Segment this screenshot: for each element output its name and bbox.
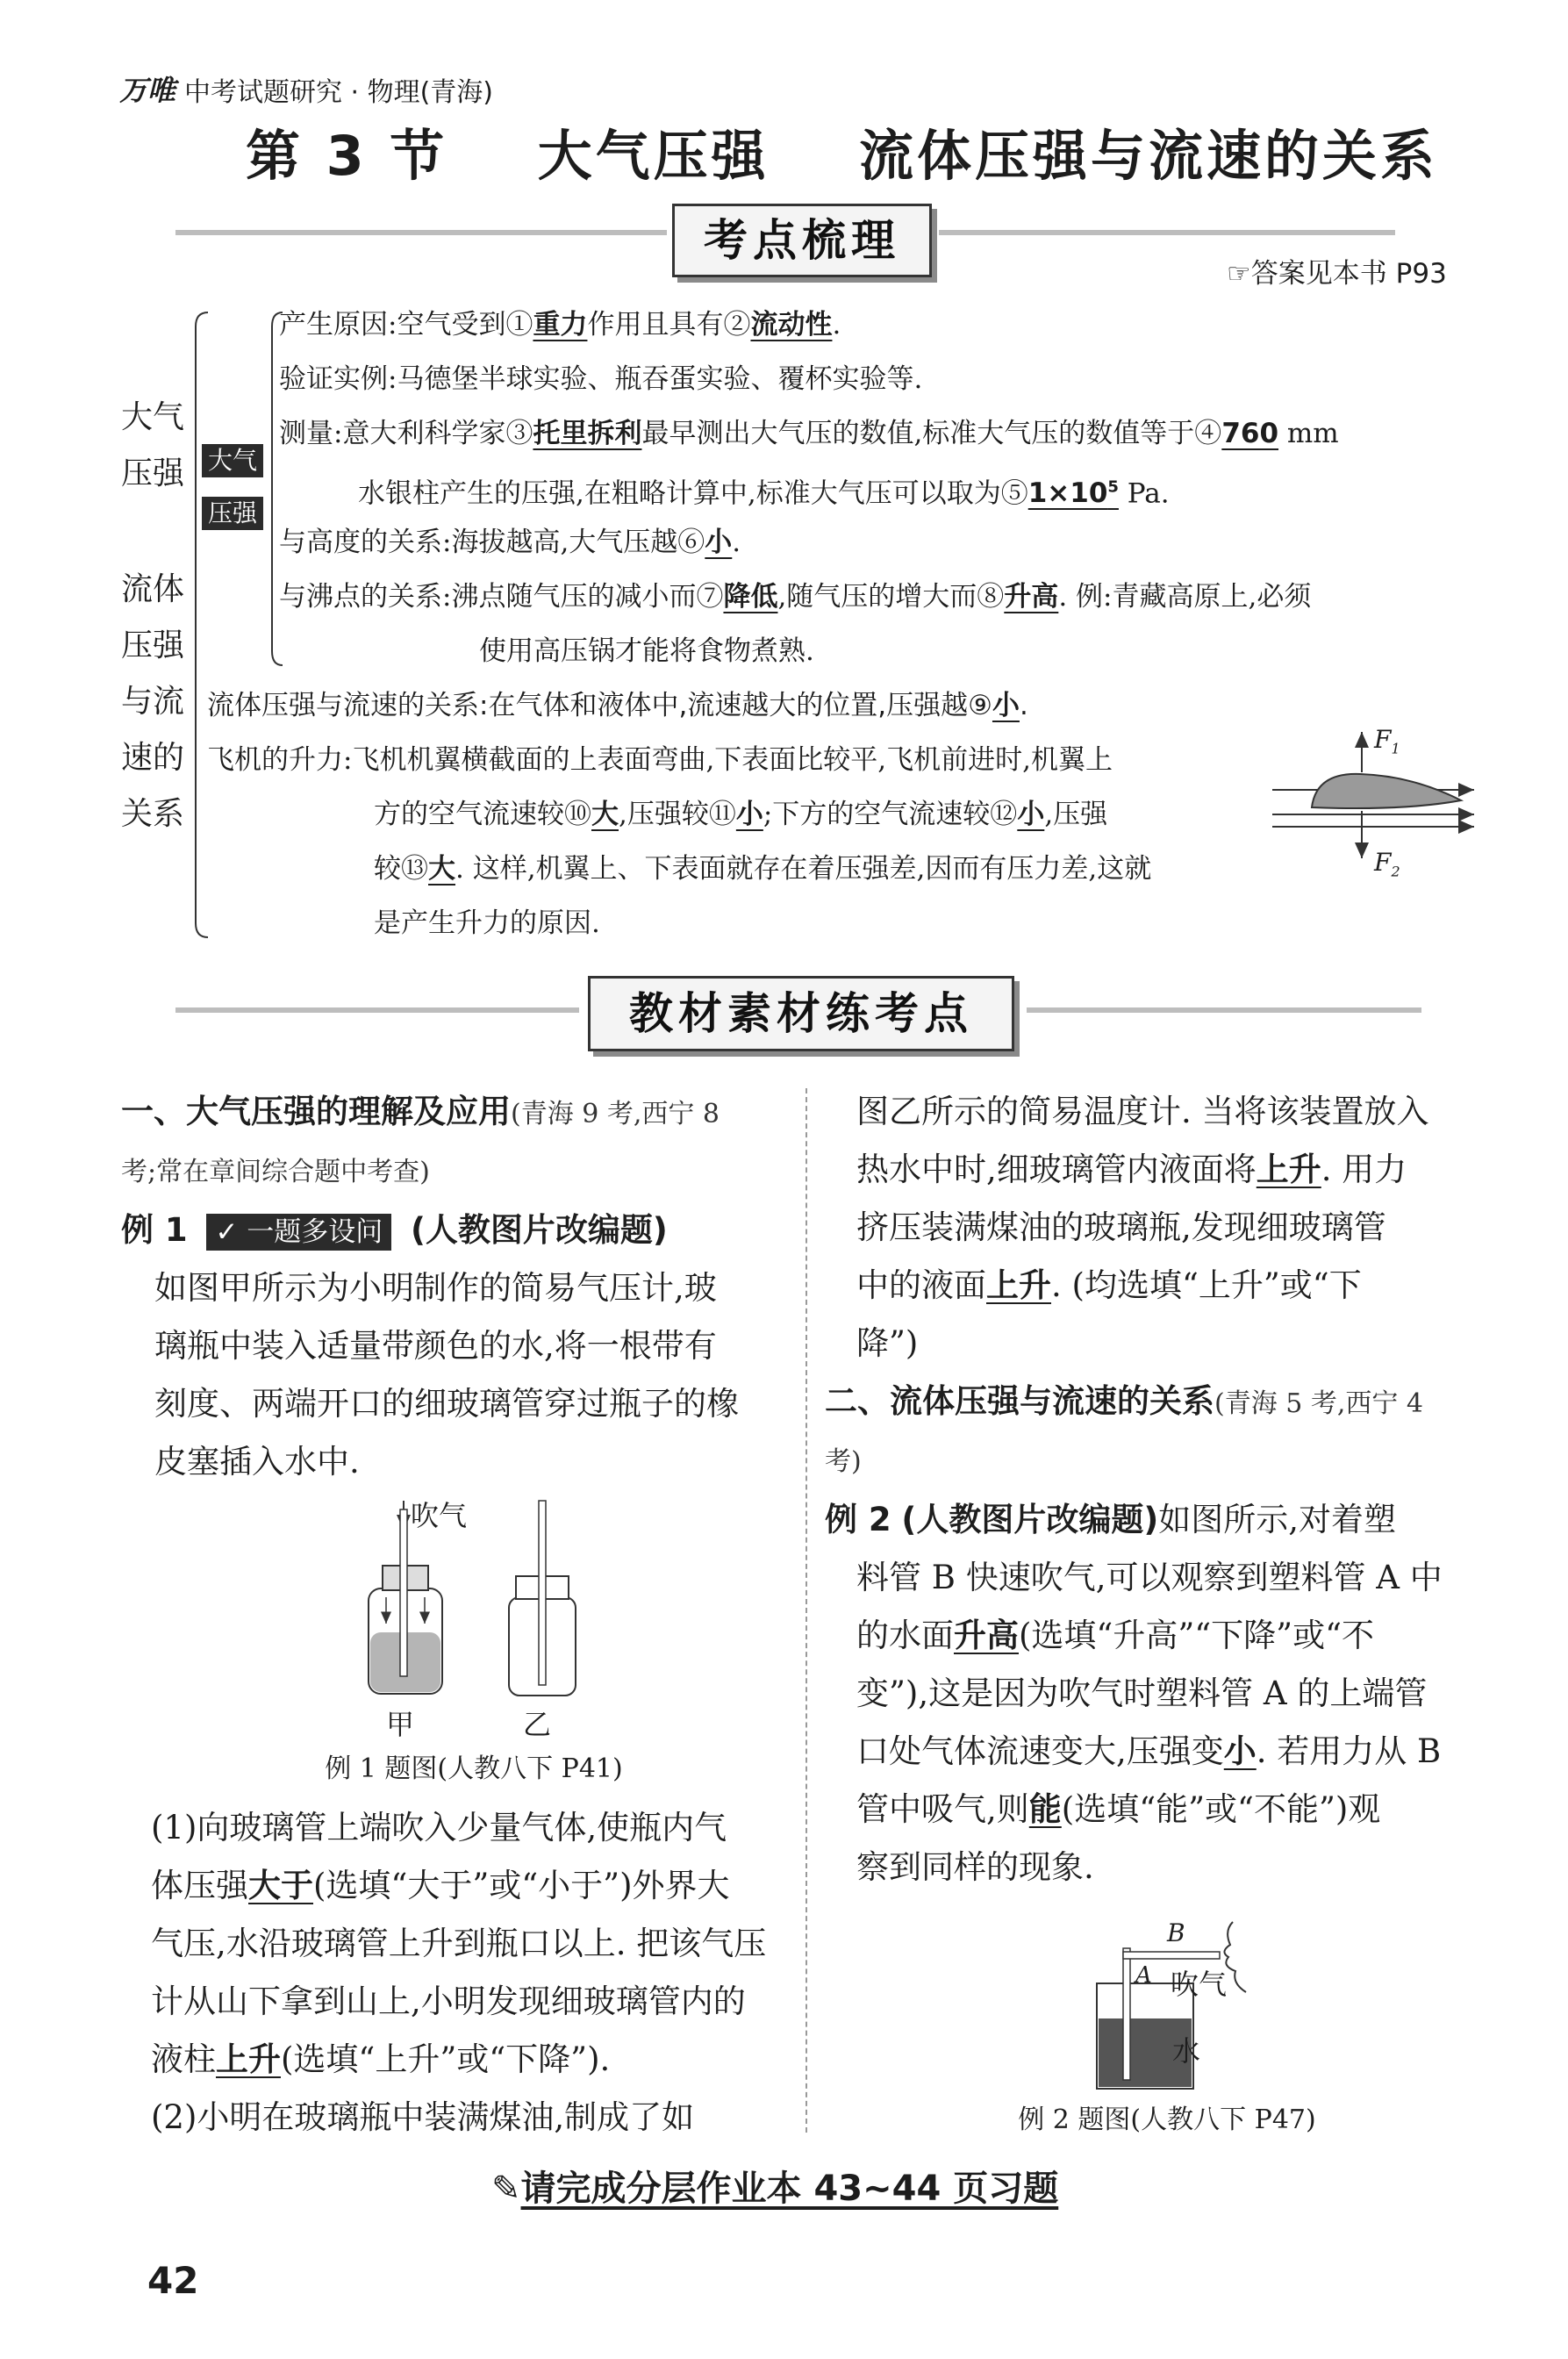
answer-11: 小: [735, 799, 763, 830]
banner2-rule-left: [175, 1007, 579, 1013]
q2-block: 二、流体压强与流速的关系(青海 5 考,西宁 4 考) 例 2 (人教图片改编题)如图所示,对着塑 料管 B 快速吹气,可以观察到塑料管 A 中 的水面升高(选填“升高”“下降”或“不 变”),这是因为吹气时塑料管 A 的上端管 口处气体流速变大,压强变小. 若用力从 B 管中吸气,则能(选填“能”或“不能”)观 察到同样的现象.: [825, 1382, 1443, 1886]
left-column-parts: (1)向玻璃管上端吹入少量气体,使瓶内气 体压强大于(选填“大于”或“小于”)外界大 气压,水沿玻璃管上升到瓶口以上. 把该气压 计从山下拿到山上,小明发现细玻璃管内的 液柱上升(选填“上升”或“下降”). (2)小明在玻璃瓶中装满煤油,制成了如: [151, 1809, 767, 2136]
lift-line-1: 飞机的升力:飞机机翼横截面的上表面弯曲,下表面比较平,飞机前进时,机翼上: [207, 744, 1113, 776]
right-column: 图乙所示的简易温度计. 当将该装置放入 热水中时,细玻璃管内液面将上升. 用力 挤压装满煤油的玻璃瓶,发现细玻璃管 中的液面上升. (均选填“上升”或“下 降”): [856, 1093, 1429, 1362]
fig1-blow-label: 吹气: [411, 1499, 468, 1532]
fluid-relation-line: 流体压强与流速的关系:在气体和液体中,流速越大的位置,压强越⑨小.: [207, 690, 1028, 721]
left-column: 一、大气压强的理解及应用(青海 9 考,西宁 8 考;常在章间综合题中考查) 例 1 ✓ 一题多设问 (人教图片改编题) 如图甲所示为小明制作的简易气压计,玻 璃瓶中装入适量带颜色的水,将一根带有 刻度、两端开口的细玻璃管穿过瓶子的橡 皮塞插入水中.: [121, 1083, 788, 1491]
lift-line-4: 是产生升力的原因.: [374, 907, 600, 939]
q1-note: 考;常在章间综合题中考查): [121, 1157, 430, 1187]
ex1-body-2: 璃瓶中装入适量带颜色的水,将一根带有: [154, 1327, 717, 1365]
page-number: 42: [147, 2259, 199, 2302]
answer-4: 760: [1221, 418, 1279, 449]
answer-xiao: 小: [1223, 1732, 1257, 1770]
fig1-caption: 例 1 题图(人教八下 P41): [325, 1753, 623, 1784]
cause-line: 产生原因:空气受到①重力作用且具有②流动性.: [279, 309, 841, 341]
section-banner-kaodian: 考点梳理: [672, 204, 932, 277]
tag-daqi: 大气: [202, 444, 263, 477]
fig2-a-label: A: [1135, 1962, 1152, 1989]
q1-heading: 一、大气压强的理解及应用: [121, 1093, 511, 1130]
force-f1-label: $F_1$: [1374, 725, 1400, 757]
label-daqi-1: 大气: [120, 399, 184, 435]
banner-rule-left: [175, 230, 667, 235]
boiling-line-2: 使用高压锅才能将食物煮熟.: [479, 635, 814, 667]
label-liuti-2: 压强: [120, 627, 184, 663]
answer-9: 小: [992, 690, 1020, 721]
lift-line-3: 较⑬大. 这样,机翼上、下表面就存在着压强差,因而有压力差,这就: [374, 853, 1152, 885]
example-1-label: 例 1: [121, 1211, 188, 1249]
measure-line-2: 水银柱产生的压强,在粗略计算中,标准大气压可以取为$⑤1\times 10^5$ Pa.: [358, 477, 1170, 510]
ex1-body-4: 皮塞插入水中.: [154, 1443, 360, 1481]
label-liuti-3: 与流: [120, 684, 184, 720]
homework-reminder: ✎请完成分层作业本 43~44 页习题: [491, 2169, 1059, 2209]
answer-daiyu: 大于: [248, 1867, 313, 1904]
fig2-b-label: B: [1167, 1918, 1185, 1947]
answer-shangsheng-2: 上升: [1256, 1151, 1321, 1188]
answer-10: 大: [591, 799, 619, 830]
answer-1: 重力: [533, 309, 588, 341]
fig1-jia-label: 甲: [386, 1708, 415, 1741]
example-2-label: 例 2: [825, 1501, 891, 1538]
answer-shangsheng-3: 上升: [986, 1266, 1051, 1304]
column-divider: [805, 1088, 807, 2133]
header-subtitle: 中考试题研究 · 物理(青海): [184, 77, 494, 108]
ex1-body-1: 如图甲所示为小明制作的简易气压计,玻: [154, 1269, 717, 1307]
q2-heading: 二、流体压强与流速的关系: [825, 1382, 1214, 1420]
lift-line-2: 方的空气流速较⑩大,压强较⑪小;下方的空气流速较⑫小,压强: [374, 799, 1108, 830]
fig2-caption: 例 2 题图(人教八下 P47): [1018, 2104, 1316, 2135]
label-liuti-5: 关系: [120, 796, 184, 832]
label-daqi-2: 压强: [120, 455, 184, 491]
answer-13: 大: [428, 853, 455, 885]
answer-reference: ☞答案见本书 P93: [1227, 258, 1447, 290]
examples-line: 验证实例:马德堡半球实验、瓶吞蛋实验、覆杯实验等.: [279, 363, 923, 395]
answer-12: 小: [1017, 799, 1045, 830]
answer-neng: 能: [1028, 1790, 1062, 1828]
brand-logo: 万唯: [119, 74, 176, 107]
outer-bracket: [189, 309, 215, 941]
answer-8: 升高: [1004, 581, 1059, 613]
page-title: 第 3 节 大气压强 流体压强与流速的关系: [246, 124, 1438, 188]
answer-5: $1\times 10^5$: [1027, 477, 1119, 510]
measure-line: 测量:意大利科学家③托里拆利最早测出大气压的数值,标准大气压的数值等于④760 mm: [279, 418, 1339, 449]
answer-2: 流动性: [750, 309, 833, 341]
ex1-body-3: 刻度、两端开口的细玻璃管穿过瓶子的橡: [154, 1385, 739, 1423]
banner-rule-right: [939, 230, 1395, 235]
label-liuti-4: 速的: [120, 740, 184, 776]
section-banner-jiaocai: 教材素材练考点: [588, 976, 1014, 1051]
force-f2-label: $F_2$: [1374, 848, 1400, 880]
answer-6: 小: [705, 527, 733, 558]
fig1-yi-label: 乙: [523, 1708, 552, 1741]
fig2-blow-label: 吹气: [1171, 1968, 1228, 2001]
answer-3: 托里拆利: [533, 418, 642, 449]
altitude-line: 与高度的关系:海拔越高,大气压越⑥小.: [279, 527, 741, 558]
tag-yaqiang: 压强: [202, 497, 263, 530]
hand-pointer-icon: ☞: [1227, 258, 1251, 290]
fig2-water-label: 水: [1172, 2034, 1201, 2068]
answer-shangsheng-1: 上升: [216, 2040, 281, 2078]
boiling-line: 与沸点的关系:沸点随气压的减小而⑦降低,随气压的增大而⑧升高. 例:青藏高原上,必须: [279, 581, 1312, 613]
answer-shenggao: 升高: [954, 1617, 1019, 1654]
answer-7: 降低: [723, 581, 778, 613]
pen-icon: ✎: [491, 2169, 521, 2209]
label-liuti-1: 流体: [120, 571, 184, 607]
multi-question-tag: ✓ 一题多设问: [206, 1214, 391, 1251]
banner2-rule-right: [1027, 1007, 1421, 1013]
